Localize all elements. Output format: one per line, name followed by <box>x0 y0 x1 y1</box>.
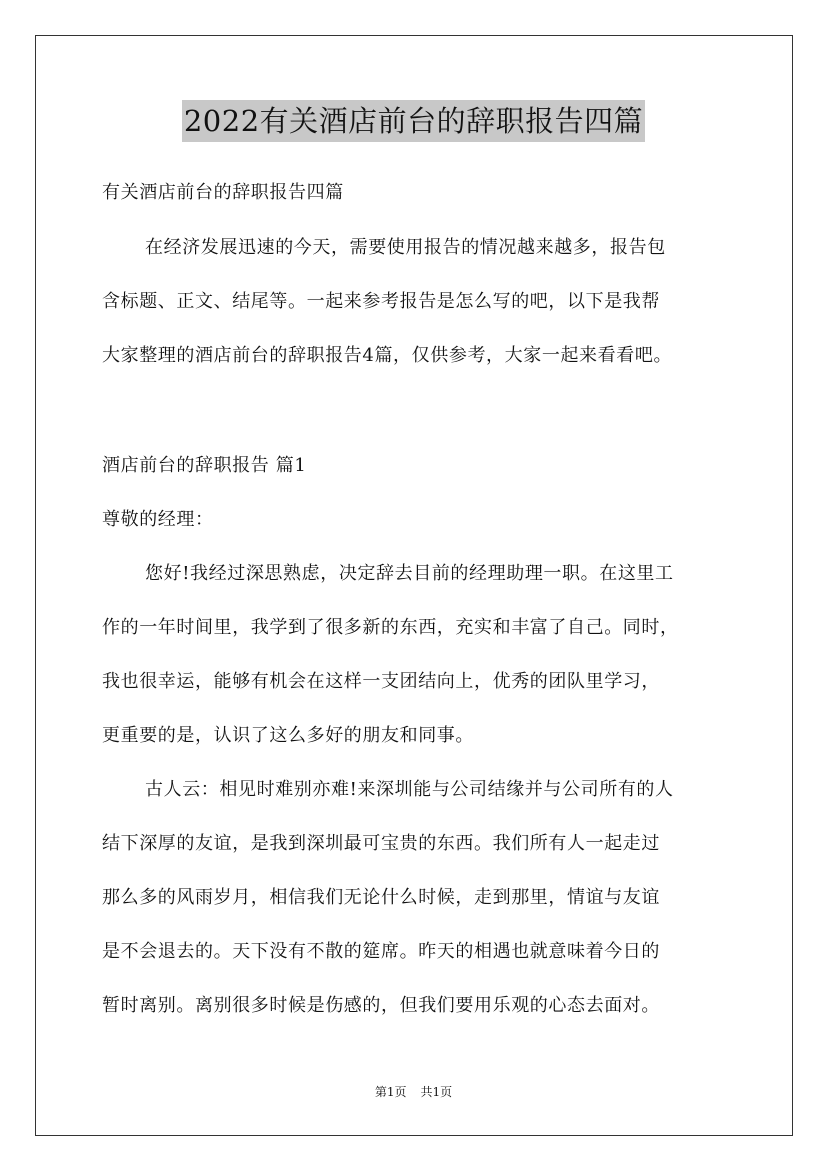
section-heading: 酒店前台的辞职报告 篇1 <box>102 455 307 476</box>
title-block <box>0 100 827 142</box>
paragraph-line: 作的一年时间里，我学到了很多新的东西，充实和丰富了自己。同时， <box>102 617 679 638</box>
page-total: 共1页 <box>420 1085 453 1099</box>
page-footer <box>0 1084 827 1100</box>
paragraph-line: 那么多的风雨岁月，相信我们无论什么时候，走到那里，情谊与友谊 <box>102 887 660 908</box>
intro-line: 大家整理的酒店前台的辞职报告4篇，仅供参考，大家一起来看看吧。 <box>102 345 673 366</box>
paragraph-line: 古人云：相见时难别亦难!来深圳能与公司结缘并与公司所有的人 <box>145 779 674 800</box>
page-number: 第1页 <box>374 1085 407 1099</box>
paragraph-line: 暂时离别。离别很多时候是伤感的，但我们要用乐观的心态去面对。 <box>102 995 660 1016</box>
paragraph-line: 更重要的是，认识了这么多好的朋友和同事。 <box>102 725 474 746</box>
paragraph-line: 结下深厚的友谊，是我到深圳最可宝贵的东西。我们所有人一起走过 <box>102 833 660 854</box>
paragraph-line: 我也很幸运，能够有机会在这样一支团结向上，优秀的团队里学习， <box>102 671 660 692</box>
paragraph-line: 您好!我经过深思熟虑，决定辞去目前的经理助理一职。在这里工 <box>145 563 674 584</box>
intro-line: 在经济发展迅速的今天，需要使用报告的情况越来越多，报告包 <box>145 237 666 258</box>
document-title: 2022有关酒店前台的辞职报告四篇 <box>182 100 645 142</box>
document-subtitle: 有关酒店前台的辞职报告四篇 <box>102 182 344 203</box>
paragraph-line: 是不会退去的。天下没有不散的筵席。昨天的相遇也就意味着今日的 <box>102 941 660 962</box>
intro-line: 含标题、正文、结尾等。一起来参考报告是怎么写的吧，以下是我帮 <box>102 291 660 312</box>
salutation: 尊敬的经理： <box>102 509 214 530</box>
